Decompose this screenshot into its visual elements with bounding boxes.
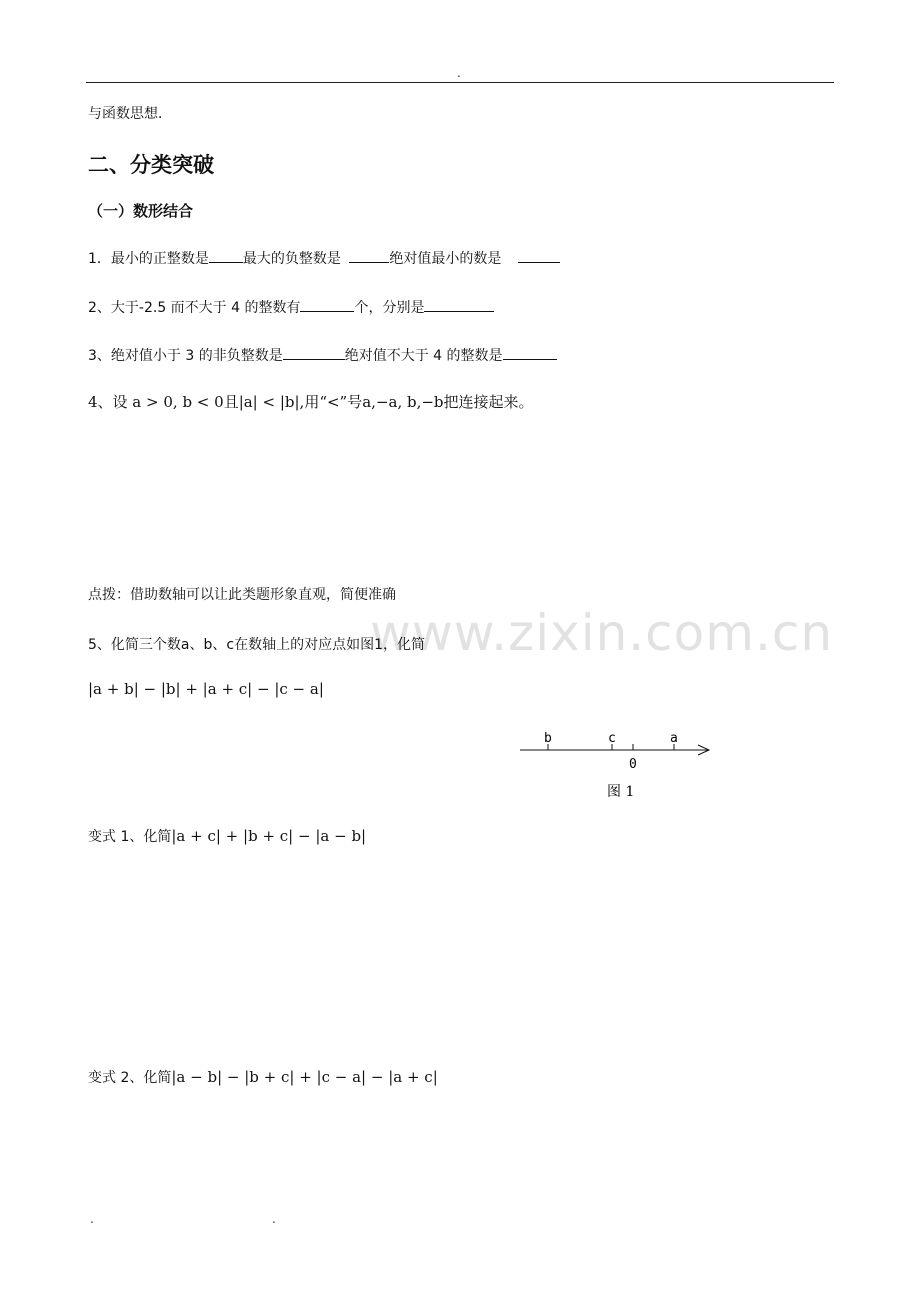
subsection-heading: （一）数形结合 [88,202,194,220]
figure-caption: 图 1 [607,784,635,800]
q1-part-b: 最大的负整数是 [242,251,346,267]
header-dot: . [457,66,461,80]
q3-blank-2[interactable] [503,345,557,360]
section-heading: 二、分类突破 [88,153,214,177]
q1-part-c: 绝对值最小的数是 [389,251,506,267]
q3-blank-1[interactable] [283,345,345,360]
number-line-figure [510,724,720,806]
q1-part-a: 1．最小的正整数是 [88,251,209,267]
q2-blank-2[interactable] [424,297,494,312]
footer-dot-2: . [272,1212,276,1226]
footer-dot-1: . [90,1212,94,1226]
question-2 [88,297,494,318]
hint-text: 点拨：借助数轴可以让此类题形象直观，简便准确 [88,587,396,603]
q1-blank-1[interactable] [209,248,243,263]
question-5-expression: |a + b| − |b| + |a + c| − |c − a| [88,680,324,698]
variant-2-expression: |a − b| − |b + c| + |c − a| − |a + c| [171,1068,438,1086]
question-3 [88,345,557,366]
variant-1 [88,826,366,847]
variant-2 [88,1067,438,1088]
variant-1-label: 变式 1、化简 [88,829,172,845]
q1-blank-3[interactable] [518,248,560,263]
intro-text: 与函数思想． [88,106,172,122]
q3-part-b: 绝对值不大于 4 的整数是 [344,348,503,364]
header-rule [86,82,834,83]
variant-1-expression: |a + c| + |b + c| − |a − b| [171,827,367,845]
variant-2-label: 变式 2、化简 [88,1070,172,1086]
q2-blank-1[interactable] [300,297,354,312]
question-1 [88,248,560,269]
label-a: a [670,731,678,746]
q2-part-b: 个，分别是 [354,300,425,316]
label-b: b [544,731,552,746]
q2-part-a: 2、大于-2.5 而不大于 4 的整数有 [88,300,301,316]
question-5: 5、化简三个数a、b、c在数轴上的对应点如图1，化简 [88,637,425,653]
label-zero: 0 [629,757,637,772]
q1-blank-2[interactable] [349,248,389,263]
label-c: c [608,731,616,746]
watermark: www.zixin.com.cn [370,604,834,662]
question-4: 4、设 a > 0, b < 0且|a| < |b|,用“<”号a,−a, b,−b把连接起来。 [88,393,534,411]
q3-part-a: 3、绝对值小于 3 的非负整数是 [88,348,283,364]
